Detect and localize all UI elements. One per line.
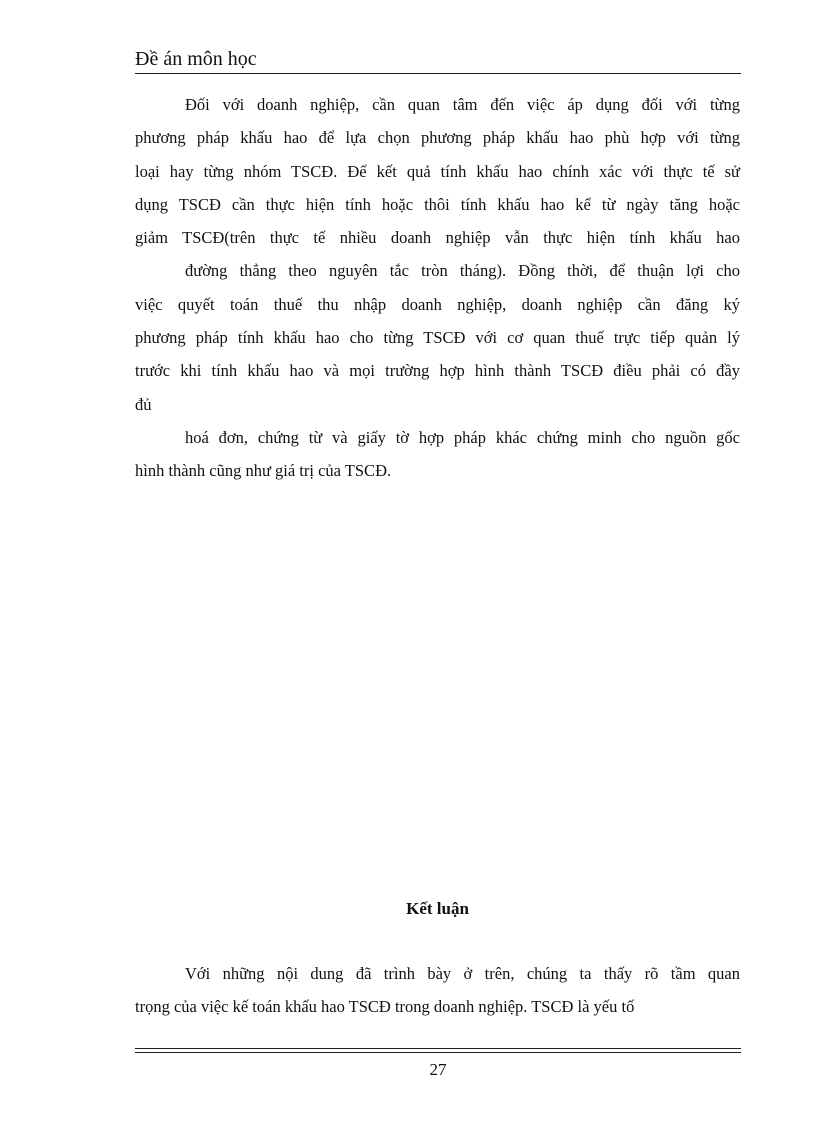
conclusion-heading: Kết luận: [406, 899, 469, 918]
document-title: Đề án môn học: [135, 48, 257, 70]
text-line: phương pháp tính khấu hao cho từng TSCĐ với cơ quan thuế trực tiếp quản lý: [135, 328, 740, 348]
text-line: Đối với doanh nghiệp, cần quan tâm đến việc áp dụng đối với từng: [185, 95, 740, 114]
text-line: đủ: [135, 394, 152, 414]
text-line: giảm TSCĐ(trên thực tế nhiều doanh nghiệp vẫn thực hiện tính khấu hao: [135, 228, 740, 248]
text-line: hình thành cũng như giá trị của TSCĐ.: [135, 461, 392, 481]
text-line: dụng TSCĐ cần thực hiện tính hoặc thôi tính khấu hao kể từ ngày tăng hoặc: [135, 194, 740, 214]
text-line: hoá đơn, chứng từ và giấy tờ hợp pháp khác chứng minh cho nguồn gốc: [185, 427, 740, 447]
page-number: 27: [429, 1060, 447, 1079]
text-line: đường thẳng theo nguyên tắc tròn tháng). Đồng thời, để thuận lợi cho: [185, 261, 740, 281]
main-paragraph: [135, 88, 740, 488]
text-line: phương pháp khấu hao để lựa chọn phương pháp khấu hao phù hợp với từng: [135, 128, 740, 148]
text-line: Với những nội dung đã trình bày ở trên, chúng ta thấy rõ tầm quan: [185, 964, 740, 983]
text-line: trọng của việc kế toán khấu hao TSCĐ trong doanh nghiệp. TSCĐ là yếu tố: [135, 997, 635, 1017]
footer-divider: [135, 1048, 741, 1053]
header-divider: [135, 73, 741, 74]
text-line: loại hay từng nhóm TSCĐ. Để kết quả tính khấu hao chính xác với thực tế sử: [135, 161, 740, 181]
text-line: việc quyết toán thuế thu nhập doanh nghiệp, doanh nghiệp cần đăng ký: [135, 294, 740, 314]
text-line: trước khi tính khấu hao và mọi trường hợp hình thành TSCĐ điều phải có đầy: [135, 361, 740, 381]
conclusion-paragraph: [135, 957, 740, 1024]
